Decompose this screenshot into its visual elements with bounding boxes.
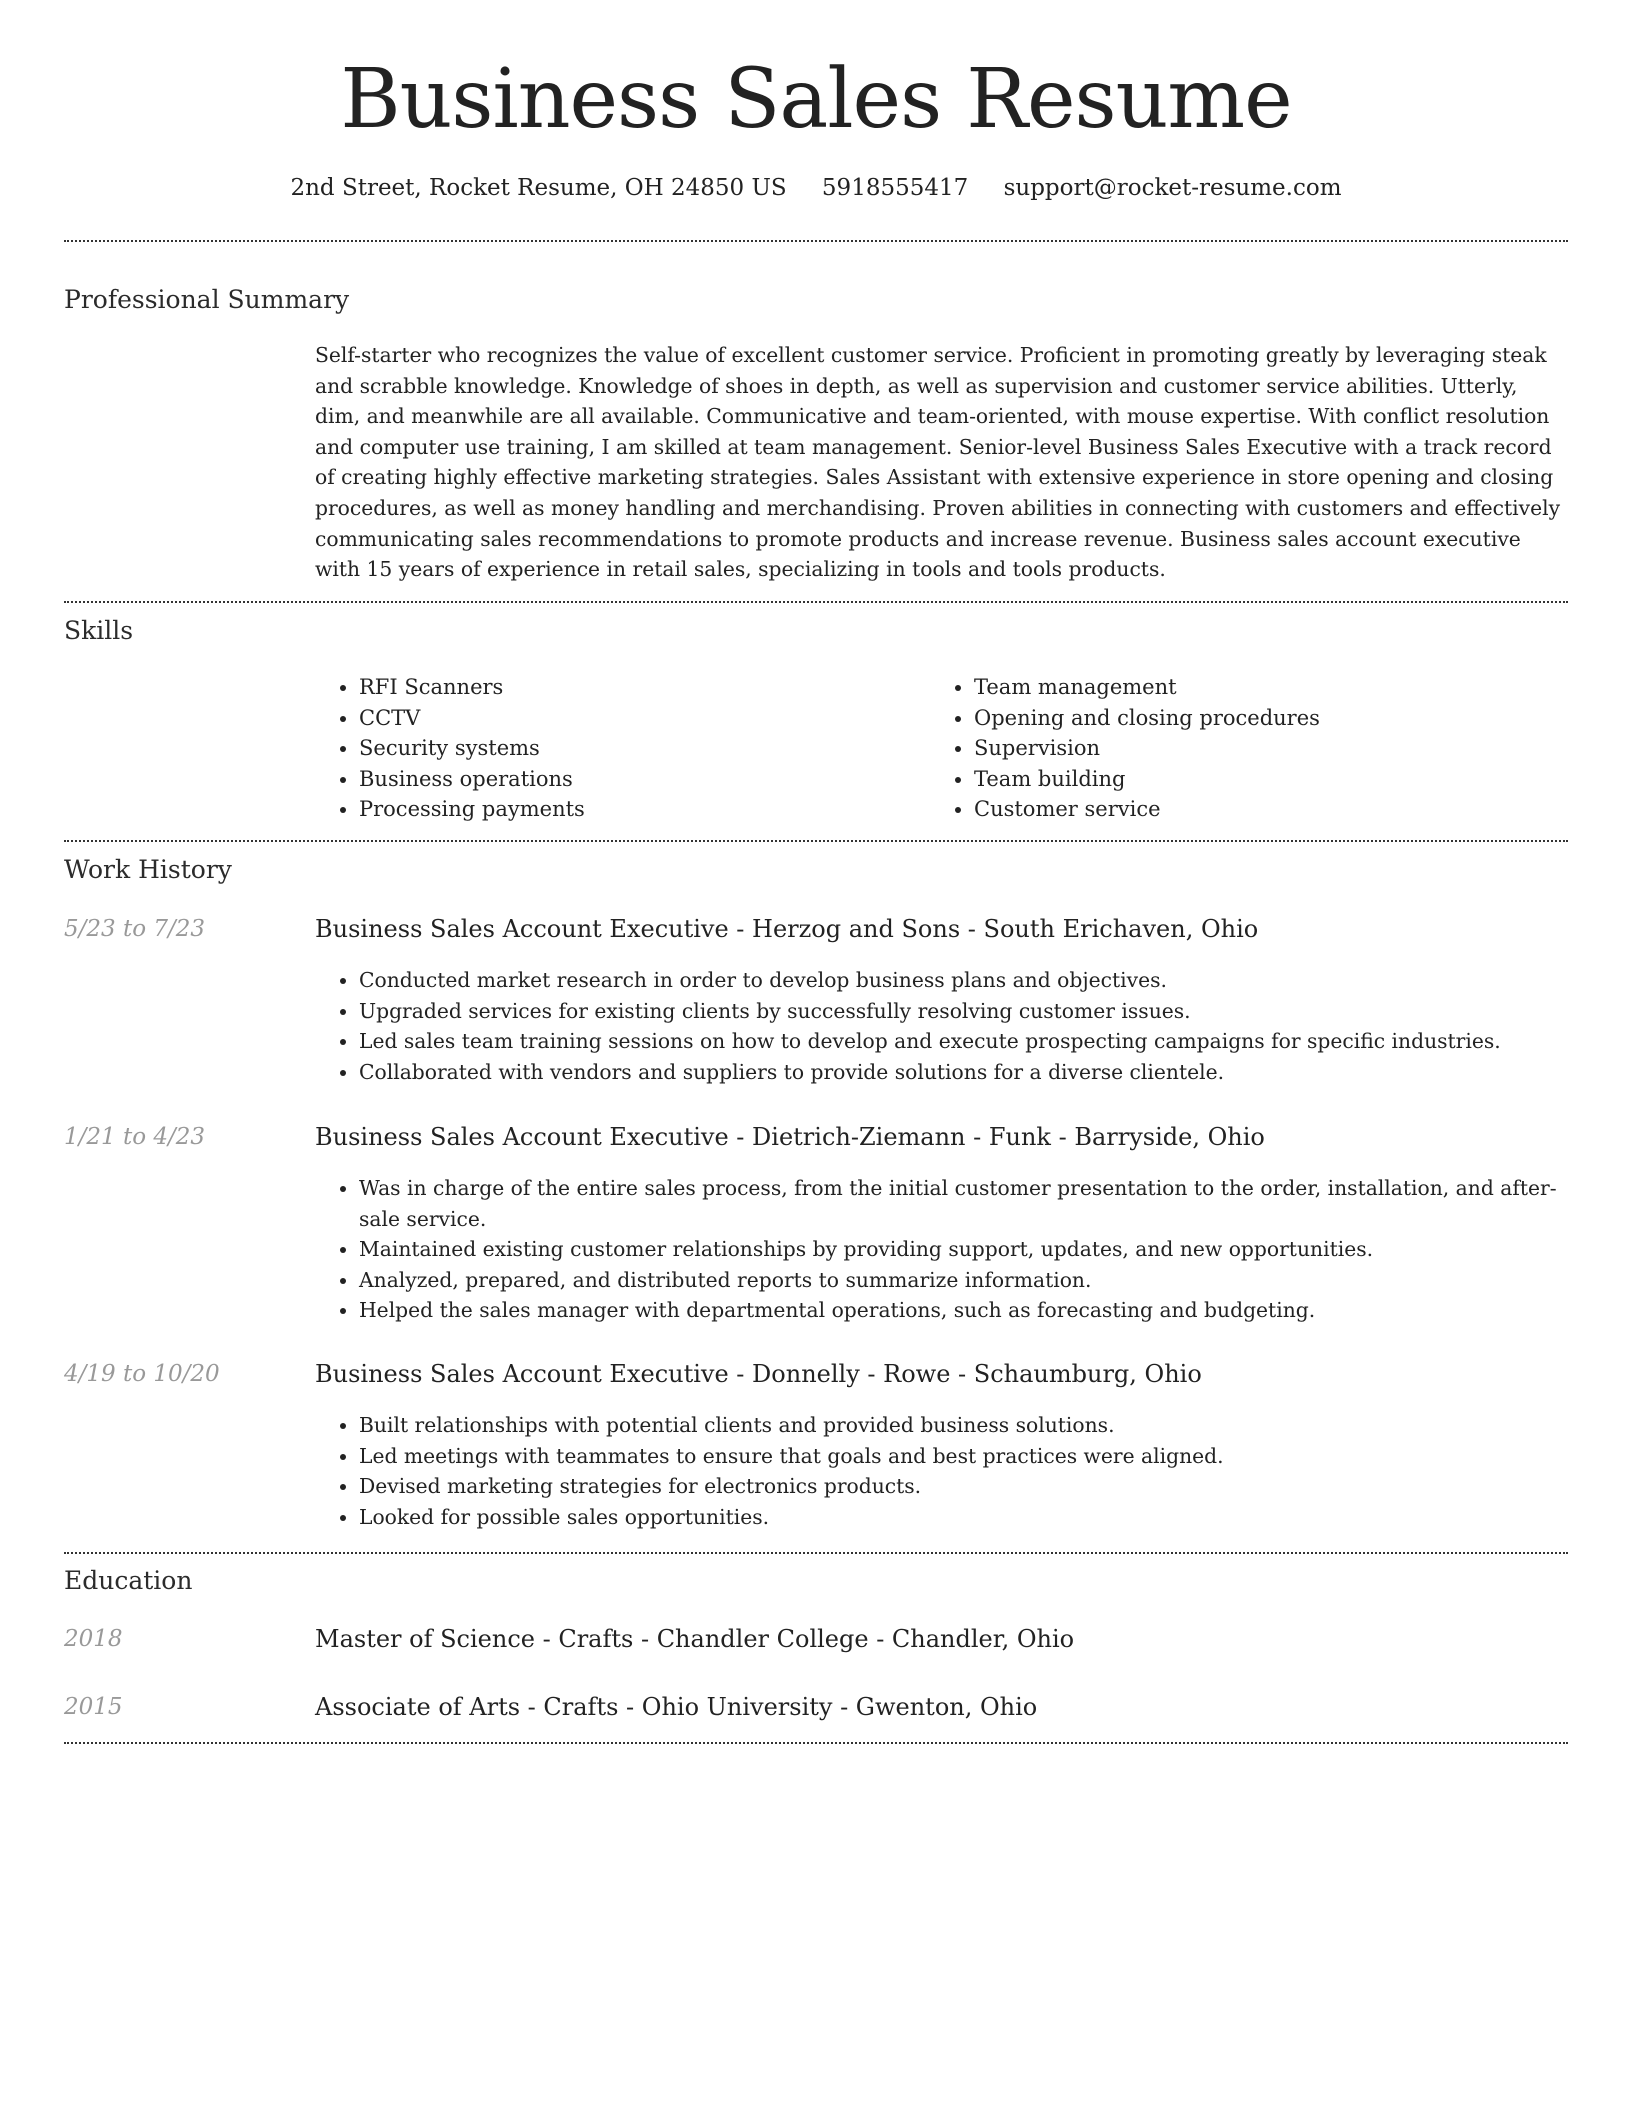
divider [64, 1742, 1568, 1744]
skill-item: • Processing payments [359, 794, 585, 825]
job-title: Business Sales Account Executive - Dietrich-Ziemann - Funk - Barryside, Ohio [315, 1123, 1265, 1151]
skill-item: • Customer service [974, 794, 1320, 825]
skill-item: • Team building [974, 764, 1320, 795]
resume-name: Business Sales Resume [340, 52, 1292, 147]
job-bullets [315, 1173, 1569, 1326]
job-bullet: • Helped the sales manager with departmental operations, such as forecasting and budgeting. [359, 1295, 1569, 1326]
job-bullet: • Built relationships with potential clients and provided business solutions. [359, 1410, 1569, 1441]
skills-list-right [930, 672, 1320, 825]
job-bullet: • Looked for possible sales opportunities. [359, 1502, 1569, 1533]
skill-item: • Supervision [974, 733, 1320, 764]
section-title-skills: Skills [64, 616, 134, 645]
contact-address: 2nd Street, Rocket Resume, OH 24850 US [290, 175, 787, 201]
section-title-summary: Professional Summary [64, 285, 350, 314]
job-bullets [315, 965, 1569, 1087]
job-title: Business Sales Account Executive - Herzog and Sons - South Erichaven, Ohio [315, 915, 1259, 943]
divider [64, 1552, 1568, 1554]
job-bullet: • Led meetings with teammates to ensure that goals and best practices were aligned. [359, 1441, 1569, 1472]
divider [64, 601, 1568, 603]
skill-item: • Business operations [359, 764, 585, 795]
contact-phone: 5918555417 [821, 175, 969, 201]
section-title-work: Work History [64, 855, 232, 884]
divider [64, 240, 1568, 242]
job-title: Business Sales Account Executive - Donnelly - Rowe - Schaumburg, Ohio [315, 1360, 1202, 1388]
job-dates: 1/21 to 4/23 [64, 1124, 206, 1150]
job-bullet: • Led sales team training sessions on how to develop and execute prospecting campaigns for specific industries. [359, 1026, 1569, 1057]
contact-email: support@rocket-resume.com [1003, 175, 1342, 201]
job-bullet: • Was in charge of the entire sales process, from the initial customer presentation to the order, installation, and after-sale service. [359, 1173, 1569, 1234]
job-bullets [315, 1410, 1569, 1532]
skills-list-left [315, 672, 585, 825]
skill-item: • Security systems [359, 733, 585, 764]
summary-text: Self-starter who recognizes the value of excellent customer service. Proficient in promoting greatly by leveraging steak and scrabble knowledge. Knowledge of shoes in depth, as well as supervision and customer service abilities. Utterly, dim, and meanwhile are all available. Communicative and team-oriented, with mouse expertise. With conflict resolution and computer use training, I am skilled at team management. Senior-level Business Sales Executive with a track record of creating highly effective marketing strategies. Sales Assistant with extensive experience in store opening and closing procedures, as well as money handling and merchandising. Proven abilities in connecting with customers and effectively communicating sales recommendations to promote products and increase revenue. Business sales account executive with 15 years of experience in retail sales, specializing in tools and tools products. [315, 343, 1561, 582]
job-bullet: • Devised marketing strategies for electronics products. [359, 1471, 1569, 1502]
job-bullet: • Maintained existing customer relationships by providing support, updates, and new opportunities. [359, 1234, 1569, 1265]
job-bullet: • Analyzed, prepared, and distributed reports to summarize information. [359, 1265, 1569, 1296]
job-bullet: • Upgraded services for existing clients by successfully resolving customer issues. [359, 996, 1569, 1027]
job-dates: 5/23 to 7/23 [64, 916, 206, 942]
education-year: 2018 [64, 1626, 123, 1652]
skill-item: • CCTV [359, 703, 585, 734]
contact-line [64, 172, 1568, 204]
skill-item: • Team management [974, 672, 1320, 703]
education-year: 2015 [64, 1694, 123, 1720]
job-bullet: • Collaborated with vendors and suppliers to provide solutions for a diverse clientele. [359, 1057, 1569, 1088]
education-degree: Associate of Arts - Crafts - Ohio University - Gwenton, Ohio [315, 1693, 1038, 1721]
job-dates: 4/19 to 10/20 [64, 1361, 220, 1387]
skill-item: • RFI Scanners [359, 672, 585, 703]
divider [64, 840, 1568, 842]
job-bullet: • Conducted market research in order to develop business plans and objectives. [359, 965, 1569, 996]
skill-item: • Opening and closing procedures [974, 703, 1320, 734]
education-degree: Master of Science - Crafts - Chandler College - Chandler, Ohio [315, 1625, 1075, 1653]
section-title-education: Education [64, 1566, 193, 1595]
